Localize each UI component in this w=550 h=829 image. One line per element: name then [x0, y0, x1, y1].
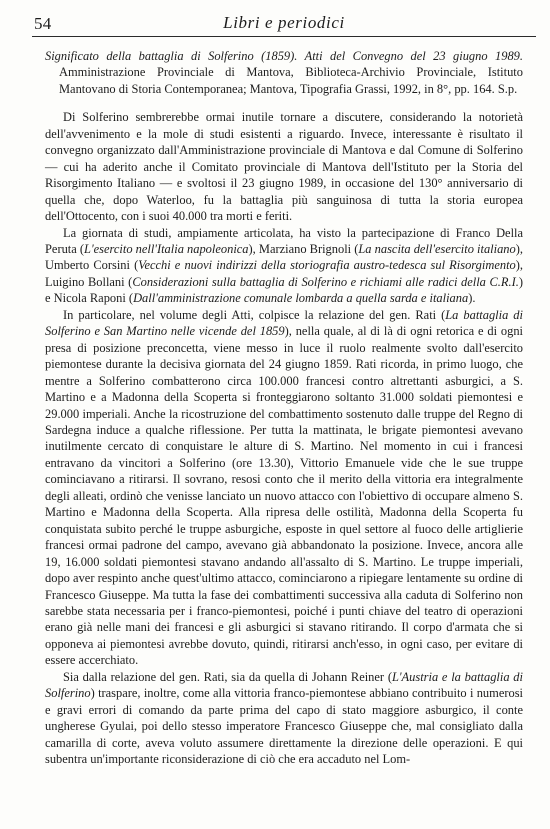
paragraph-reiner-report — [45, 669, 523, 768]
bibliographic-citation — [45, 48, 523, 97]
paragraph-rati-report — [45, 307, 523, 669]
citation-details: Amministrazione Provinciale di Mantova, Biblioteca-Archivio Provinciale, Istituto Mantovano di Storia Contemporanea; Mantova, Tipografia Grassi, 1992, in 8°, pp. 164. S.p. — [59, 65, 523, 96]
paragraph-intro: Di Solferino sembrerebbe ormai inutile tornare a discutere, considerando la notorietà dell'avvenimento e la mole di studi esistenti a riguardo. Invece, interessante è risultato il convegno organizzato dall'Amministrazione provinciale di Mantova e dal Comune di Solferino — cui ha aderito anche il Comitato provinciale di Mantova dell'Istituto per la Storia del Risorgimento Italiano — e svoltosi il 23 giugno 1989, in occasione del 130° anniversario di quella che, dopo Waterloo, fu la battaglia più sanguinosa di tutta la storia europea dell'Ottocento, con i suoi 40.000 tra morti e feriti. — [45, 110, 523, 224]
text-run: La giornata di studi, ampiamente articolata, ha visto la partecipazione di Franco Della Peruta ( — [45, 225, 523, 256]
text-run: ), Marziano Brignoli ( — [248, 241, 359, 256]
text-run: ) e Nicola Raponi ( — [45, 274, 523, 306]
text-run: Sia dalla relazione del gen. Rati, sia da quella di Johann Reiner ( — [63, 669, 392, 684]
text-run: In particolare, nel volume degli Atti, colpisce la relazione del gen. Rati ( — [63, 307, 446, 322]
paper-title: L'esercito nell'Italia napoleonica — [84, 241, 249, 256]
paper-title: L'Austria e la battaglia di Solferino — [45, 669, 523, 701]
text-run: ), nella quale, al di là di ogni retorica e di ogni presa di posizione preconcetta, viene messo in luce il ruolo realmente svolto dall'esercito piemontese durante la decisiva giornata del 24 giugno 1859. Rati ricorda, in primo luogo, che mentre a Solferino combatterono circa 100.000 francesi contro altrettanti asburgici, a S. Martino e a Madonna della Scoperta si fronteggiarono soltanto 31.000 soldati piemontesi e 29.000 imperiali. Anche la ricostruzione del combattimento sostenuto dalle truppe del Regno di Sardegna induce a qualche riflessione. Per tutta la mattinata, le brigate piemontesi avevano inutilmente cercato di conquistare le alture di S. Martino. Nel momento in cui i francesi entravano da vincitori a Solferino (ore 13.30), Vittorio Emanuele vide che le sue truppe cominciavano a ritirarsi. Il sovrano, resosi conto che il merito della vittoria era integralmente degli alleati, ordinò che venisse lanciato un nuovo attacco con l'obiettivo di occupare almeno S. Martino e Madonna della Scoperta. Alla ripresa delle ostilità, Madonna della Scoperta fu conquistata subito perché le truppe asburgiche, esposte in quel settore al fuoco delle artiglierie francesi ormai padrone del campo, avevano già abbandonato la posizione. Invece, ancora alle 19, 16.000 soldati piemontesi stavano andando all'assalto di S. Martino. Le truppe imperiali, dopo aver respinto anche quest'ultimo attacco, cominciarono a ripiegare lentamente su ordine di Francesco Giuseppe. Ma tutta la fase dei combattimenti successiva alla caduta di Solferino non sarebbe stata necessaria per i franco-piemontesi, poiché i punti chiave del teatro di operazioni erano già nelle mani dei francesi e gli asburgici si stavano ritirando. Il corpo d'armata che si opponeva ai piemontesi avrebbe dovuto, quindi, ritirarsi anch'esso, in ogni caso, per evitare di essere accerchiato. — [45, 324, 523, 668]
paper-title: Considerazioni sulla battaglia di Solferino e richiami alle radici della C.R.I. — [132, 274, 519, 289]
paragraph-participants — [45, 225, 523, 307]
paper-title: Dall'amministrazione comunale lombarda a quella sarda e italiana — [133, 291, 469, 306]
header-rule — [32, 36, 536, 37]
text-run: ), Luigino Bollani ( — [45, 258, 524, 289]
paper-title: Vecchi e nuovi indirizzi della storiografia austro-tedesca sul Risorgimento — [138, 258, 516, 273]
citation-title: Significato della battaglia di Solferino (1859). Atti del Convegno del 23 giugno 1989. — [45, 49, 523, 63]
text-run: ), Umberto Corsini ( — [45, 241, 523, 273]
running-head: Libri e periodici — [223, 13, 345, 32]
paper-title: La battaglia di Solferino e San Martino nelle vicende del 1859 — [45, 307, 523, 339]
text-run: ) traspare, inoltre, come alla vittoria franco-piemontese abbiano contribuito i numerosi e gravi errori di comando da parte prima del capo di stato maggiore asburgico, il conte ungherese Gyulai, poi dello stesso imperatore Francesco Giuseppe che, mal consigliato dalla camarilla di corte, aveva voluto assumere direttamente la direzione delle operazioni. E qui subentra un'importante riconsiderazione di ciò che era accaduto nel Lom- — [45, 686, 523, 767]
page-header — [34, 10, 534, 36]
text-run: ). — [468, 291, 476, 306]
page-number: 54 — [34, 14, 52, 33]
review-body — [45, 48, 523, 767]
paper-title: La nascita dell'esercito italiano — [358, 241, 516, 256]
